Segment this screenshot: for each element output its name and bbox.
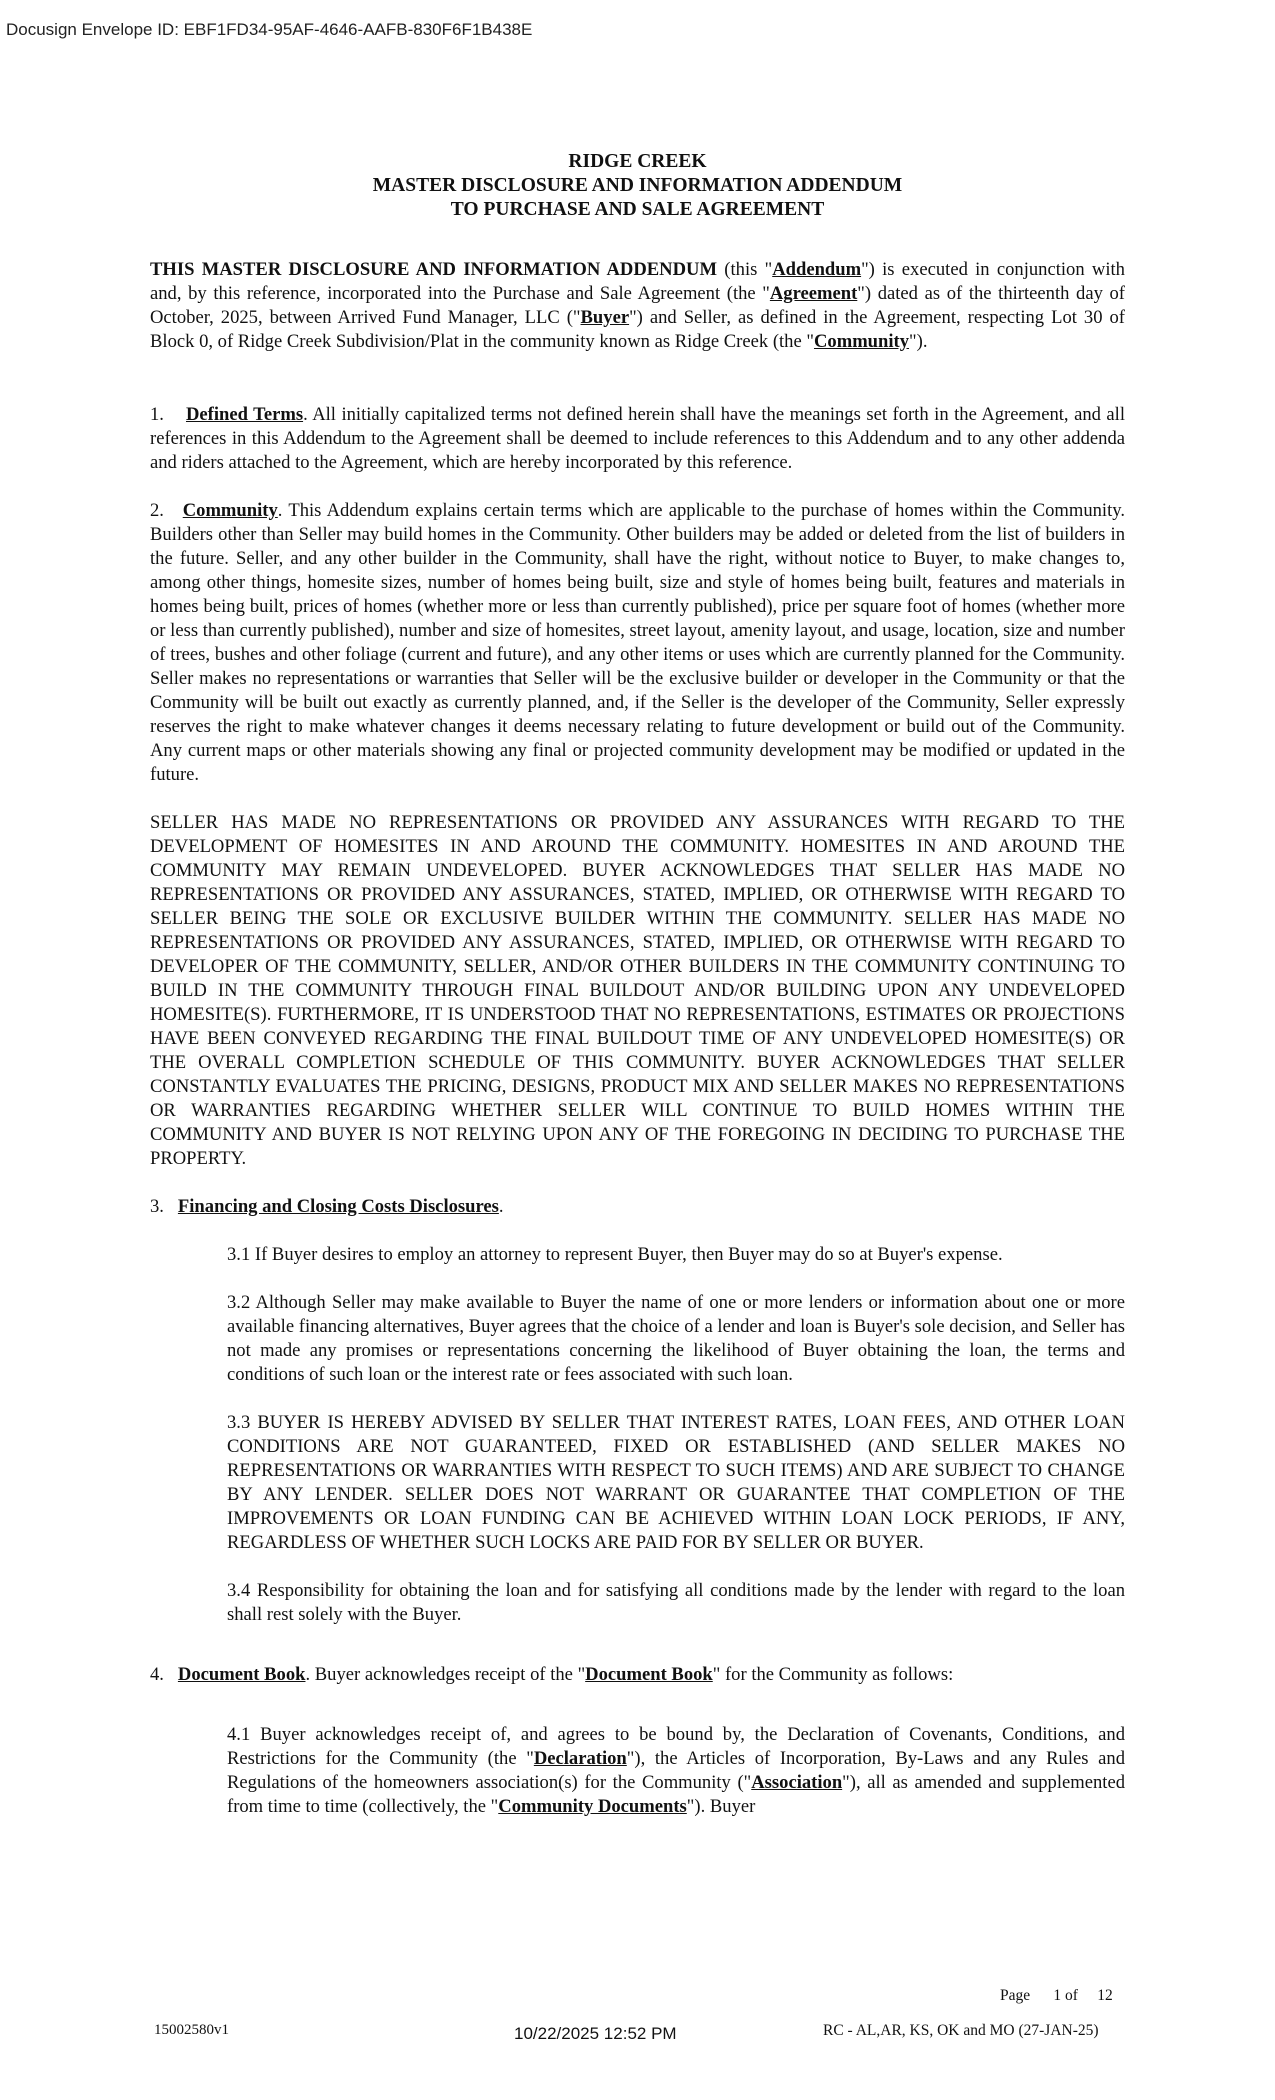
term-document-book: Document Book	[585, 1664, 713, 1685]
section-4-paragraph	[150, 1663, 1125, 1687]
section-3-4: 3.4 Responsibility for obtaining the loan and for satisfying all conditions made by the lender with regard to the loan shall rest solely with the Buyer.	[227, 1580, 1125, 1625]
term-association: Association	[751, 1772, 843, 1793]
term-addendum: Addendum	[772, 259, 862, 280]
term-agreement: Agreement	[769, 283, 858, 304]
section-3-1: 3.1 If Buyer desires to employ an attorney to represent Buyer, then Buyer may do so at Buyer's expense.	[227, 1244, 1003, 1265]
section-4-number: 4.	[150, 1664, 164, 1685]
section-4-1	[227, 1723, 1125, 1819]
section-4-text-1: . Buyer acknowledges receipt of the "	[305, 1664, 586, 1685]
section-2-disclaimer: SELLER HAS MADE NO REPRESENTATIONS OR PROVIDED ANY ASSURANCES WITH REGARD TO THE DEVELOPMENT OF HOMESITES IN AND AROUND THE COMMUNITY. HOMESITES IN AND AROUND THE COMMUNITY MAY REMAIN UNDEVELOPED. BUYER ACKNOWLEDGES THAT SELLER HAS MADE NO REPRESENTATIONS OR PROVIDED ANY ASSURANCES, STATED, IMPLIED, OR OTHERWISE WITH REGARD TO SELLER BEING THE SOLE OR EXCLUSIVE BUILDER WITHIN THE COMMUNITY. SELLER HAS MADE NO REPRESENTATIONS OR PROVIDED ANY ASSURANCES, STATED, IMPLIED, OR OTHERWISE WITH REGARD TO DEVELOPER OF THE COMMUNITY, SELLER, AND/OR OTHER BUILDERS IN THE COMMUNITY CONTINUING TO BUILD IN THE COMMUNITY THROUGH FINAL BUILDOUT AND/OR BUILDING UPON ANY UNDEVELOPED HOMESITE(S). FURTHERMORE, IT IS UNDERSTOOD THAT NO REPRESENTATIONS, ESTIMATES OR PROJECTIONS HAVE BEEN CONVEYED REGARDING THE FINAL BUILDOUT TIME OF ANY UNDEVELOPED HOMESITE(S) OR THE OVERALL COMPLETION SCHEDULE OF THIS COMMUNITY. BUYER ACKNOWLEDGES THAT SELLER CONSTANTLY EVALUATES THE PRICING, DESIGNS, PRODUCT MIX AND SELLER MAKES NO REPRESENTATIONS OR WARRANTIES REGARDING WHETHER SELLER WILL CONTINUE TO BUILD HOMES WITHIN THE COMMUNITY AND BUYER IS NOT RELYING UPON ANY OF THE FOREGOING IN DECIDING TO PURCHASE THE PROPERTY.	[150, 812, 1125, 1169]
section-2-paragraph	[150, 499, 1125, 787]
page-number: Page 1 of 12	[1000, 1987, 1113, 2004]
section-1-heading: Defined Terms	[185, 404, 304, 425]
form-reference: RC - AL,AR, KS, OK and MO (27-JAN-25)	[823, 2022, 1099, 2039]
section-4-1-text-a: 4.1 Buyer acknowledges receipt of, and agrees to be bound by, the Declaration of Covenants, Conditions, and Restrictions for the Community (the "	[227, 1724, 1125, 1769]
section-1-text: . All initially capitalized terms not defined herein shall have the meanings set forth in the Agreement, and all references in this Addendum to the Agreement shall be deemed to include references to this Addendum and to any other addenda and riders attached to the Agreement, which are hereby incorporated by this reference.	[150, 404, 1126, 473]
section-2-number: 2.	[150, 500, 164, 521]
section-3-number: 3.	[150, 1196, 164, 1217]
document-title	[0, 150, 1275, 222]
section-4-heading: Document Book	[177, 1664, 306, 1685]
section-2-text: . This Addendum explains certain terms which are applicable to the purchase of homes within the Community. Builders other than Seller may build homes in the Community. Other builders may be added or deleted from the list of builders in the future. Seller, and any other builder in the Community, shall have the right, without notice to Buyer, to make changes to, among other things, homesite sizes, number of homes being built, size and style of homes being built, features and materials in homes being built, prices of homes (whether more or less than currently published), price per square foot of homes (whether more or less than currently published), number and size of homesites, street layout, amenity layout, and usage, location, size and number of trees, bushes and other foliage (current and future), and any other items or uses which are currently planned for the Community. Seller makes no representations or warranties that Seller will be the exclusive builder or developer in the Community or that the Community will be built out exactly as currently planned, and, if the Seller is the developer of the Community, Seller expressly reserves the right to make whatever changes it deems necessary relating to future development or build out of the Community. Any current maps or other materials showing any final or projected community development may be modified or updated in the future.	[150, 500, 1125, 785]
section-1-paragraph	[150, 403, 1125, 475]
section-3-3: 3.3 BUYER IS HEREBY ADVISED BY SELLER THAT INTEREST RATES, LOAN FEES, AND OTHER LOAN CONDITIONS ARE NOT GUARANTEED, FIXED OR ESTABLISHED (AND SELLER MAKES NO REPRESENTATIONS OR WARRANTIES WITH RESPECT TO SUCH ITEMS) AND ARE SUBJECT TO CHANGE BY ANY LENDER. SELLER DOES NOT WARRANT OR GUARANTEE THAT COMPLETION OF THE IMPROVEMENTS OR LOAN FUNDING CAN BE ACHIEVED WITHIN LOAN LOCK PERIODS, IF ANY, REGARDLESS OF WHETHER SUCH LOCKS ARE PAID FOR BY SELLER OR BUYER.	[227, 1412, 1125, 1553]
section-4-1-text-c: "), all as amended and supplemented from time to time (collectively, the "	[227, 1772, 1125, 1817]
title-line-1: RIDGE CREEK	[568, 151, 707, 172]
document-version-id: 15002580v1	[154, 2022, 229, 2038]
title-line-3: TO PURCHASE AND SALE AGREEMENT	[450, 199, 825, 220]
section-4-text-2: " for the Community as follows:	[712, 1664, 954, 1685]
section-3-heading-line	[150, 1195, 1125, 1219]
docusign-envelope-id: Docusign Envelope ID: EBF1FD34-95AF-4646-AAFB-830F6F1B438E	[6, 20, 533, 39]
section-4-1-text-b: "), the Articles of Incorporation, By-Laws and any Rules and Regulations of the homeowners association(s) for the Community ("	[227, 1748, 1125, 1793]
term-community: Community	[813, 331, 910, 352]
section-1-number: 1.	[150, 404, 164, 425]
intro-text-1: (this "	[717, 259, 773, 280]
section-2-heading: Community	[182, 500, 278, 521]
section-3-tail: .	[498, 1196, 504, 1217]
intro-text-4: ") and Seller, as defined in the Agreement, respecting Lot 30 of Block 0, of Ridge Creek Subdivision/Plat in the community known as Ridge Creek (the "	[150, 307, 1125, 352]
term-buyer: Buyer	[580, 307, 630, 328]
term-community-documents: Community Documents	[498, 1796, 687, 1817]
signature-timestamp: 10/22/2025 12:52 PM	[514, 2024, 677, 2043]
intro-paragraph	[150, 258, 1125, 354]
intro-text-5: ").	[909, 331, 928, 352]
section-3-heading: Financing and Closing Costs Disclosures	[177, 1196, 499, 1217]
intro-text-2: ") is executed in conjunction with and, by this reference, incorporated into the Purchase and Sale Agreement (the "	[150, 259, 1125, 304]
title-line-2: MASTER DISCLOSURE AND INFORMATION ADDENDUM	[372, 175, 903, 196]
section-3-2: 3.2 Although Seller may make available to Buyer the name of one or more lenders or information about one or more available financing alternatives, Buyer agrees that the choice of a lender and loan is Buyer's sole decision, and Seller has not made any promises or representations concerning the likelihood of Buyer obtaining the loan, the terms and conditions of such loan or the interest rate or fees associated with such loan.	[227, 1292, 1125, 1385]
intro-text-3: ") dated as of the thirteenth day of October, 2025, between Arrived Fund Manager, LLC ("	[150, 283, 1125, 328]
section-4-1-text-d: "). Buyer	[686, 1796, 756, 1817]
term-declaration: Declaration	[533, 1748, 627, 1769]
intro-lead: THIS MASTER DISCLOSURE AND INFORMATION ADDENDUM	[150, 259, 718, 280]
document-body	[150, 258, 1125, 1819]
